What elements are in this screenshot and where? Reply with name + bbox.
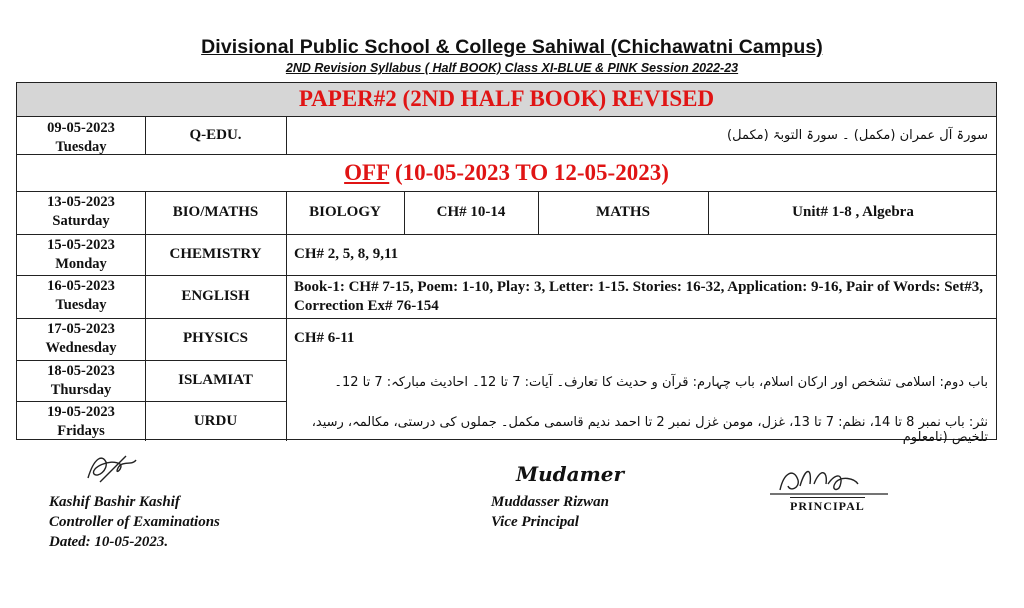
vice-principal-signature: Mudamer: [516, 462, 625, 486]
subject-name: PHYSICS: [182, 330, 249, 346]
school-title: Divisional Public School & College Sahiwal (Chichawatni Campus): [201, 36, 823, 58]
off-notice: OFF (10-05-2023 TO 12-05-2023): [344, 160, 669, 185]
exam-date: 18-05-2023 Thursday: [47, 363, 115, 398]
subject-name: ENGLISH: [181, 288, 250, 304]
controller-signature-block: Kashif Bashir Kashif Controller of Examinations Dated: 10-05-2023.: [49, 494, 220, 550]
subject-name: CHEMISTRY: [169, 246, 262, 262]
vice-principal-block: Muddasser Rizwan Vice Principal: [491, 494, 609, 530]
syllabus-text: CH# 2, 5, 8, 9,11: [294, 246, 399, 262]
exam-date: 15-05-2023 Monday: [47, 237, 115, 272]
exam-date: 09-05-2023 Tuesday: [47, 120, 115, 155]
syllabus-subtitle: 2ND Revision Syllabus ( Half BOOK) Class XI-BLUE & PINK Session 2022-23: [285, 61, 739, 75]
syllabus-text: نثر: باب نمبر 8 تا 14، نظم: 7 تا 13، غزل، مومن غزل نمبر 2 تا احمد ندیم قاسمی مکمل۔ جملوں کی درستی، مکالمہ، رسید، تلخیص (نامعلوم: [311, 415, 988, 445]
datesheet-table: [16, 82, 997, 445]
subject-name: URDU: [193, 413, 238, 429]
paper-title: PAPER#2 (2ND HALF BOOK) REVISED: [298, 86, 715, 111]
biology-label: BIOLOGY: [309, 204, 381, 220]
exam-date: 16-05-2023 Tuesday: [47, 278, 115, 313]
maths-label: MATHS: [596, 204, 650, 220]
principal-title: PRINCIPAL: [790, 499, 865, 513]
controller-signature-icon: [80, 448, 150, 488]
subject-name: Q-EDU.: [189, 127, 242, 143]
syllabus-text: CH# 6-11: [294, 330, 355, 346]
exam-date: 19-05-2023 Fridays: [47, 404, 115, 439]
exam-date: 17-05-2023 Wednesday: [45, 321, 117, 356]
subject-name: BIO/MATHS: [172, 204, 259, 220]
syllabus-text: Book-1: CH# 7-15, Poem: 1-10, Play: 3, Letter: 1-15. Stories: 16-32, Application: 9-16, Pair of Words: Set#3, Correction Ex# 76-154: [294, 279, 983, 314]
exam-date: 13-05-2023 Saturday: [47, 194, 115, 229]
syllabus-text: باب دوم: اسلامی تشخص اور ارکان اسلام، باب چہارم: قرآن و حدیث کا تعارف۔ آیات: 7 تا 12۔ احادیث مبارکہ: 7 تا 12۔: [334, 375, 988, 390]
biology-chapters: CH# 10-14: [436, 204, 506, 220]
syllabus-text: سورۃ آل عمران (مکمل) ۔ سورۃ التوبۃ (مکمل): [727, 128, 988, 143]
maths-units: Unit# 1-8 , Algebra: [792, 204, 914, 220]
subject-name: ISLAMIAT: [178, 372, 253, 388]
